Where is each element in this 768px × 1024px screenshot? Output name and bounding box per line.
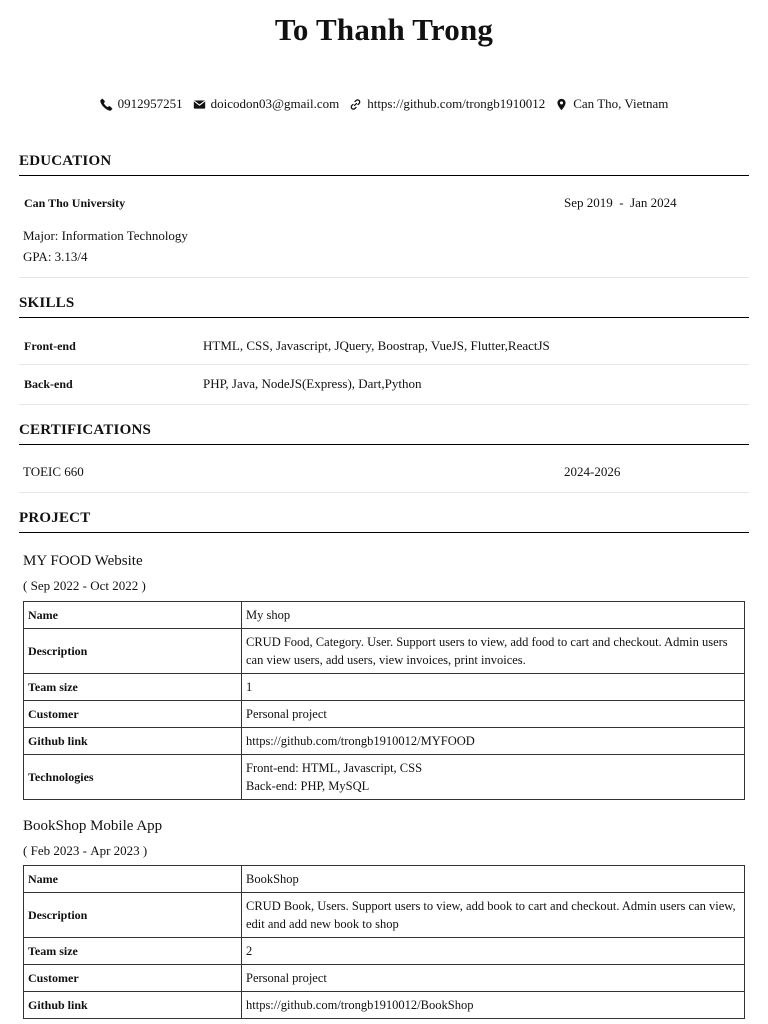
project-start: Feb 2023 <box>30 843 80 858</box>
paren-open: ( <box>23 578 31 593</box>
table-value: BookShop <box>242 866 745 893</box>
table-value: CRUD Food, Category. User. Support users to view, add food to cart and checkout. Admin users can view users, add users, view invoices, print invoices. <box>242 629 745 674</box>
table-row <box>24 728 745 755</box>
certification-divider <box>19 492 749 493</box>
project-end: Oct 2022 <box>90 578 139 593</box>
table-key: Github link <box>24 992 242 1019</box>
email-text: doicodon03@gmail.com <box>210 96 340 111</box>
contact-email[interactable] <box>193 96 340 112</box>
date-separator: - <box>79 843 91 858</box>
table-key: Customer <box>24 965 242 992</box>
table-row <box>24 866 745 893</box>
table-value: 1 <box>242 674 745 701</box>
table-row <box>24 674 745 701</box>
paren-close: ) <box>139 843 148 858</box>
table-key: Team size <box>24 938 242 965</box>
table-value: Personal project <box>242 701 745 728</box>
table-value[interactable]: https://github.com/trongb1910012/BookShop <box>242 992 745 1019</box>
tech-backend: Back-end: PHP, MySQL <box>246 779 370 793</box>
table-value[interactable]: https://github.com/trongb1910012/MYFOOD <box>242 728 745 755</box>
skills-heading: SKILLS <box>19 295 749 318</box>
table-key: Description <box>24 629 242 674</box>
table-row <box>24 938 745 965</box>
skill-value: PHP, Java, NodeJS(Express), Dart,Python <box>203 376 422 391</box>
certifications-heading: CERTIFICATIONS <box>19 422 749 445</box>
table-row <box>24 992 745 1019</box>
table-key: Name <box>24 602 242 629</box>
project-details-table <box>23 865 745 1019</box>
project-title: MY FOOD Website <box>23 553 143 569</box>
table-row <box>24 701 745 728</box>
education-school: Can Tho University <box>24 196 126 210</box>
skill-label: Back-end <box>24 377 73 391</box>
contact-bar <box>0 96 768 112</box>
contact-github[interactable] <box>349 96 545 112</box>
date-separator: - <box>79 578 91 593</box>
project-end: Apr 2023 <box>90 843 140 858</box>
contact-phone[interactable] <box>100 96 183 112</box>
skill-divider <box>19 364 749 365</box>
phone-icon <box>100 98 113 111</box>
table-value: 2 <box>242 938 745 965</box>
location-text: Can Tho, Vietnam <box>573 96 669 111</box>
education-major: Major: Information Technology <box>23 228 188 243</box>
envelope-icon <box>193 98 206 111</box>
table-value <box>242 755 745 800</box>
table-key: Github link <box>24 728 242 755</box>
tech-frontend: Front-end: HTML, Javascript, CSS <box>246 761 423 775</box>
candidate-name: To Thanh Trong <box>274 12 494 47</box>
project-details-table <box>23 601 745 800</box>
link-icon <box>349 98 362 111</box>
project-title: BookShop Mobile App <box>23 818 163 834</box>
table-value: My shop <box>242 602 745 629</box>
certification-name: TOEIC 660 <box>23 464 84 479</box>
phone-text: 0912957251 <box>117 96 183 111</box>
skill-value: HTML, CSS, Javascript, JQuery, Boostrap, VueJS, Flutter,ReactJS <box>203 338 550 353</box>
table-key: Customer <box>24 701 242 728</box>
table-row <box>24 893 745 938</box>
table-row <box>24 629 745 674</box>
project-date <box>23 578 146 594</box>
date-separator: - <box>616 195 627 210</box>
table-key: Team size <box>24 674 242 701</box>
paren-close: ) <box>138 578 146 593</box>
table-key: Technologies <box>24 755 242 800</box>
project-date <box>23 843 147 859</box>
project-heading: PROJECT <box>19 510 749 533</box>
map-pin-icon <box>555 98 568 111</box>
table-value: CRUD Book, Users. Support users to view, add book to cart and checkout. Admin users can view, edit and add new book to shop <box>242 893 745 938</box>
table-key: Description <box>24 893 242 938</box>
table-row <box>24 602 745 629</box>
paren-open: ( <box>23 843 31 858</box>
table-row <box>24 965 745 992</box>
table-row <box>24 755 745 800</box>
github-text: https://github.com/trongb1910012 <box>367 96 546 111</box>
education-gpa: GPA: 3.13/4 <box>23 249 88 264</box>
education-start: Sep 2019 <box>564 195 613 210</box>
contact-location <box>555 96 668 112</box>
skill-divider <box>19 404 749 405</box>
certification-period: 2024-2026 <box>564 464 621 479</box>
skill-label: Front-end <box>24 339 76 353</box>
education-date <box>564 195 677 211</box>
table-value: Personal project <box>242 965 745 992</box>
project-start: Sep 2022 <box>30 578 80 593</box>
table-key: Name <box>24 866 242 893</box>
education-end: Jan 2024 <box>630 195 677 210</box>
education-heading: EDUCATION <box>19 153 749 176</box>
education-divider <box>19 277 749 278</box>
